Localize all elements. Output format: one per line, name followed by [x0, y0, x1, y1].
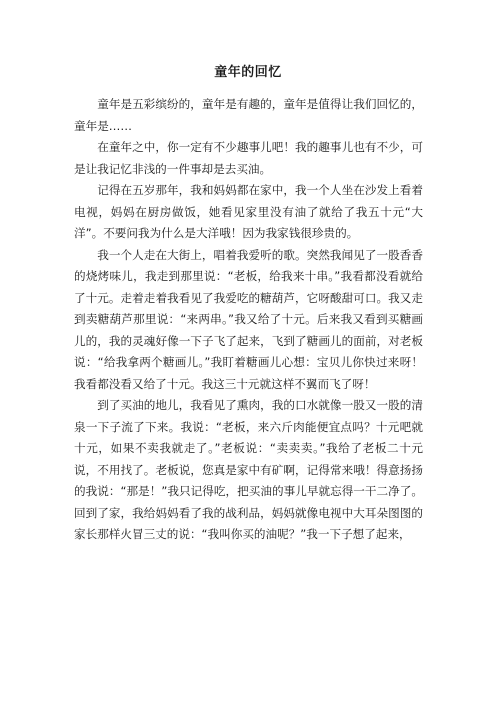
document-title: 童年的回忆	[214, 65, 282, 80]
paragraph-5: 到了买油的地儿，我看见了熏肉，我的口水就像一股又一股的清泉一下子流了下来。我说：“老板，来六斤肉能便宜点吗？十元吧就十元，如果不卖我就走了。”老板说：“卖卖卖。”我给了老板二十元说，不用找了。老板说，您真是家中有矿啊，记得常来哦！得意扬扬的我说：“那是！”我只记得吃，把买油的事儿早就忘得一干二净了。回到了家，我给妈妈看了我的战利品，妈妈就像电视中大耳朵图图的家长那样火冒三丈的说：“我叫你买的油呢？”我一下子想了起来，	[74, 398, 423, 541]
document-body	[74, 94, 423, 546]
paragraph-3: 记得在五岁那年，我和妈妈都在家中，我一个人坐在沙发上看着电视，妈妈在厨房做饭，她看见家里没有油了就给了我五十元“大洋”。不要问我为什么是大洋哦！因为我家钱很珍贵的。	[74, 183, 423, 240]
paragraph-2: 在童年之中，你一定有不少趣事儿吧！我的趣事儿也有不少，可是让我记忆非浅的一件事却是去买油。	[74, 140, 423, 176]
paragraph-4: 我一个人走在大街上，唱着我爱听的歌。突然我闻见了一股香香的烧烤味儿，我走到那里说：“老板，给我来十串。”我看都没看就给了十元。走着走着我看见了我爱吃的糖葫芦，它呀酸甜可口。我又走到卖糖葫芦那里说：“来两串。”我又给了十元。后来我又看到买糖画儿的，我的灵魂好像一下子飞了起来，飞到了糖画儿的面前，对老板说：“给我拿两个糖画儿。”我盯着糖画儿心想：宝贝儿你快过来呀！我看都没看又给了十元。我这三十元就这样不翼而飞了呀！	[74, 247, 423, 391]
paragraph-1: 童年是五彩缤纷的，童年是有趣的，童年是值得让我们回忆的，童年是……	[74, 97, 423, 133]
